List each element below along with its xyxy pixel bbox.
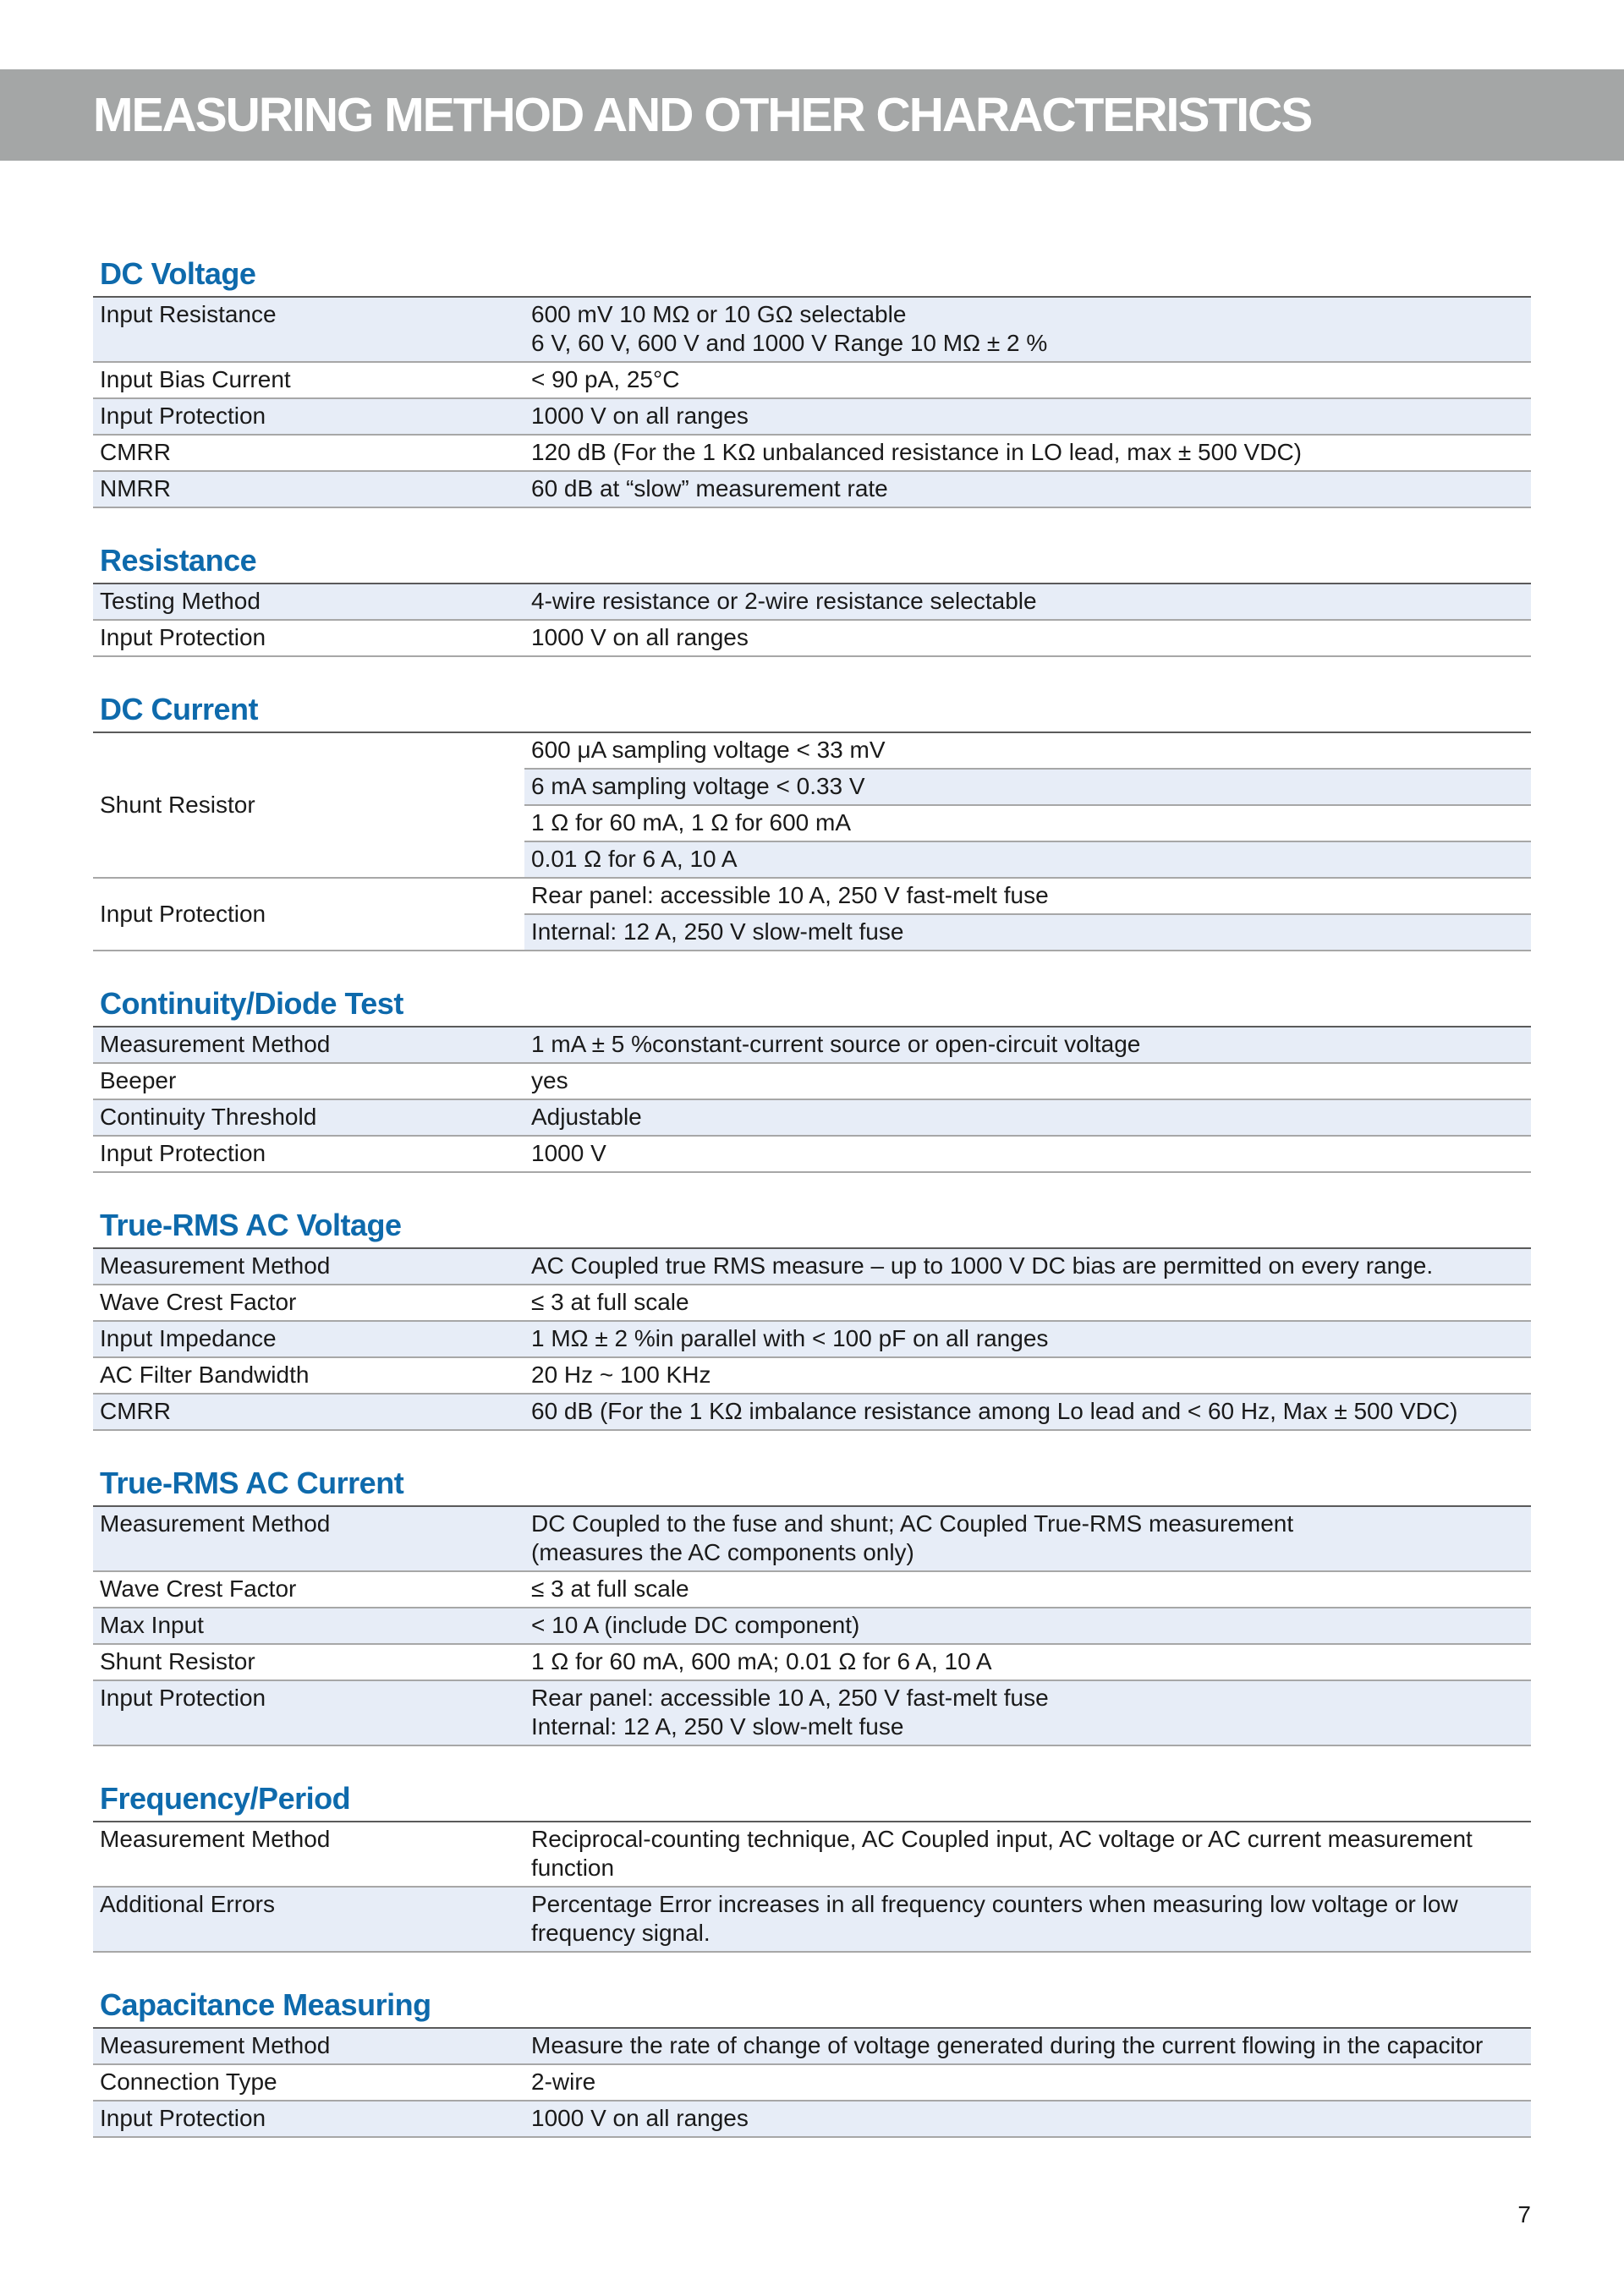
row-value: 1 Ω for 60 mA, 1 Ω for 600 mA — [524, 805, 1531, 841]
spec-table-capacitance-measuring — [93, 2027, 1531, 2138]
row-value: Internal: 12 A, 250 V slow-melt fuse — [524, 914, 1531, 951]
row-label: CMRR — [93, 435, 524, 471]
row-value: 2-wire — [524, 2064, 1531, 2101]
row-label: Max Input — [93, 1608, 524, 1644]
value-line: Rear panel: accessible 10 A, 250 V fast-melt fuse — [531, 1685, 1049, 1711]
section-title-continuity-diode: Continuity/Diode Test — [100, 986, 403, 1021]
value-line: Reciprocal-counting technique, AC Coupled input, AC voltage or AC current measurement — [531, 1826, 1473, 1852]
value-line: (measures the AC components only) — [531, 1539, 914, 1565]
table-row — [93, 1608, 1531, 1644]
row-label: Additional Errors — [93, 1887, 524, 1952]
row-label: Input Protection — [93, 398, 524, 435]
row-value: AC Coupled true RMS measure – up to 1000 V DC bias are permitted on every range. — [524, 1248, 1531, 1285]
row-label: Wave Crest Factor — [93, 1285, 524, 1321]
table-row — [93, 1644, 1531, 1680]
section-title-capacitance-measuring: Capacitance Measuring — [100, 1987, 431, 2022]
row-label: Input Protection — [93, 2101, 524, 2137]
value-line: frequency signal. — [531, 1920, 710, 1946]
spec-table-resistance — [93, 583, 1531, 657]
table-row — [93, 1680, 1531, 1745]
row-value: 1 MΩ ± 2 %in parallel with < 100 pF on all ranges — [524, 1321, 1531, 1357]
row-value: Adjustable — [524, 1099, 1531, 1136]
row-value: 20 Hz ~ 100 KHz — [524, 1357, 1531, 1394]
spec-table-true-rms-ac-current — [93, 1505, 1531, 1746]
section-title-true-rms-ac-current: True-RMS AC Current — [100, 1466, 404, 1500]
row-value: 1 Ω for 60 mA, 600 mA; 0.01 Ω for 6 A, 10 A — [524, 1644, 1531, 1680]
row-label: Continuity Threshold — [93, 1099, 524, 1136]
value-line: Percentage Error increases in all frequency counters when measuring low voltage or low — [531, 1891, 1458, 1917]
row-value: Rear panel: accessible 10 A, 250 V fast-melt fuse — [524, 878, 1531, 914]
section-title-dc-voltage: DC Voltage — [100, 256, 256, 291]
table-row — [93, 362, 1531, 398]
spec-table-continuity-diode — [93, 1026, 1531, 1173]
table-row — [93, 1136, 1531, 1172]
row-value: 1 mA ± 5 %constant-current source or open-circuit voltage — [524, 1027, 1531, 1063]
table-row — [93, 398, 1531, 435]
row-label: Measurement Method — [93, 1506, 524, 1571]
table-row — [93, 1571, 1531, 1608]
table-row — [93, 2028, 1531, 2064]
section-title-frequency-period: Frequency/Period — [100, 1781, 351, 1816]
row-label: Measurement Method — [93, 1248, 524, 1285]
table-row — [93, 1063, 1531, 1099]
row-label: Input Protection — [93, 1680, 524, 1745]
row-label: Input Protection — [93, 620, 524, 656]
table-row — [93, 1285, 1531, 1321]
value-line: Internal: 12 A, 250 V slow-melt fuse — [531, 1713, 904, 1740]
table-row — [93, 471, 1531, 507]
row-label: Shunt Resistor — [93, 732, 524, 878]
table-row — [93, 1321, 1531, 1357]
table-row — [93, 732, 1531, 769]
row-label: Input Resistance — [93, 297, 524, 362]
table-row — [93, 584, 1531, 620]
row-label: Wave Crest Factor — [93, 1571, 524, 1608]
table-row — [93, 620, 1531, 656]
row-value: 1000 V — [524, 1136, 1531, 1172]
row-value: 1000 V on all ranges — [524, 620, 1531, 656]
row-label: Input Protection — [93, 1136, 524, 1172]
header-band — [0, 69, 1624, 161]
row-value: 60 dB (For the 1 KΩ imbalance resistance among Lo lead and < 60 Hz, Max ± 500 VDC) — [524, 1394, 1531, 1430]
row-value: 120 dB (For the 1 KΩ unbalanced resistance in LO lead, max ± 500 VDC) — [524, 435, 1531, 471]
value-line: function — [531, 1855, 615, 1881]
value-line: 600 mV 10 MΩ or 10 GΩ selectable — [531, 301, 907, 327]
table-row — [93, 297, 1531, 362]
row-value: 6 mA sampling voltage < 0.33 V — [524, 769, 1531, 805]
value-line: DC Coupled to the fuse and shunt; AC Coupled True-RMS measurement — [531, 1510, 1294, 1537]
row-label: Connection Type — [93, 2064, 524, 2101]
row-label: Input Protection — [93, 878, 524, 951]
row-value — [524, 1680, 1531, 1745]
table-row — [93, 1394, 1531, 1430]
page-title: MEASURING METHOD AND OTHER CHARACTERISTICS — [93, 88, 1312, 142]
table-row — [93, 1887, 1531, 1952]
section-title-dc-current: DC Current — [100, 692, 259, 726]
row-value — [524, 1506, 1531, 1571]
row-value — [524, 297, 1531, 362]
row-label: Measurement Method — [93, 1027, 524, 1063]
spec-table-frequency-period — [93, 1821, 1531, 1953]
row-value: 4-wire resistance or 2-wire resistance selectable — [524, 584, 1531, 620]
table-row — [93, 435, 1531, 471]
row-value: < 10 A (include DC component) — [524, 1608, 1531, 1644]
spec-table-dc-voltage — [93, 296, 1531, 508]
section-title-true-rms-ac-voltage: True-RMS AC Voltage — [100, 1208, 402, 1242]
row-value: 1000 V on all ranges — [524, 398, 1531, 435]
row-value: Measure the rate of change of voltage generated during the current flowing in the capacitor — [524, 2028, 1531, 2064]
table-row — [93, 2064, 1531, 2101]
row-label: AC Filter Bandwidth — [93, 1357, 524, 1394]
table-row — [93, 1099, 1531, 1136]
table-row — [93, 1248, 1531, 1285]
row-value: 1000 V on all ranges — [524, 2101, 1531, 2137]
row-value: ≤ 3 at full scale — [524, 1285, 1531, 1321]
row-label: CMRR — [93, 1394, 524, 1430]
row-value: < 90 pA, 25°C — [524, 362, 1531, 398]
row-label: Input Impedance — [93, 1321, 524, 1357]
row-label: Measurement Method — [93, 2028, 524, 2064]
row-label: Input Bias Current — [93, 362, 524, 398]
page-number: 7 — [1517, 2201, 1531, 2228]
table-row — [93, 1357, 1531, 1394]
row-value: yes — [524, 1063, 1531, 1099]
row-label: Testing Method — [93, 584, 524, 620]
row-value — [524, 1887, 1531, 1952]
table-row — [93, 1027, 1531, 1063]
row-value: 600 μA sampling voltage < 33 mV — [524, 732, 1531, 769]
spec-content — [93, 252, 1531, 2138]
table-row — [93, 1822, 1531, 1887]
value-line: 6 V, 60 V, 600 V and 1000 V Range 10 MΩ ± 2 % — [531, 330, 1048, 356]
row-value — [524, 1822, 1531, 1887]
row-label: Measurement Method — [93, 1822, 524, 1887]
table-row — [93, 1506, 1531, 1571]
row-label: NMRR — [93, 471, 524, 507]
spec-table-true-rms-ac-voltage — [93, 1247, 1531, 1431]
row-label: Shunt Resistor — [93, 1644, 524, 1680]
spec-table-dc-current — [93, 732, 1531, 951]
row-label: Beeper — [93, 1063, 524, 1099]
row-value: 0.01 Ω for 6 A, 10 A — [524, 841, 1531, 878]
row-value: ≤ 3 at full scale — [524, 1571, 1531, 1608]
row-value: 60 dB at “slow” measurement rate — [524, 471, 1531, 507]
table-row — [93, 878, 1531, 914]
table-row — [93, 2101, 1531, 2137]
section-title-resistance: Resistance — [100, 543, 257, 578]
